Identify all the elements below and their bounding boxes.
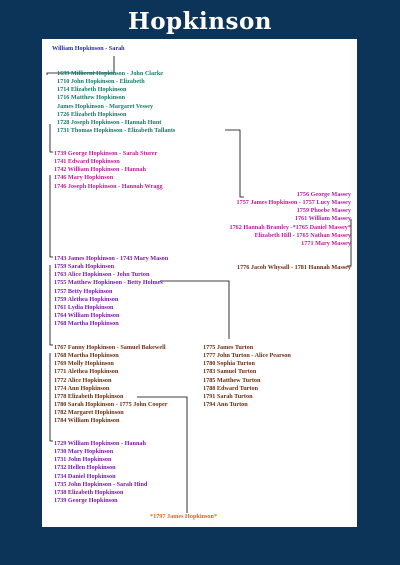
- list-item: 1728 Joseph Hopkinson - Hannah Hunt: [57, 118, 162, 126]
- list-item: 1775 James Turton: [203, 344, 254, 351]
- list-item: 1730 Mary Hopkinson: [54, 448, 114, 456]
- list-item: 1759 Phoebe Massey: [296, 207, 351, 215]
- list-item: 1729 William Hopkinson - Hannah: [54, 440, 146, 447]
- connector-william-gen3: [50, 175, 53, 257]
- list-item: 1726 Elizabeth Hopkinson: [57, 110, 127, 118]
- list-item: 1791 Sarah Turton: [203, 392, 253, 400]
- list-item: 1746 Mary Hopkinson: [54, 174, 114, 182]
- generation-4-list: [54, 344, 167, 425]
- list-item: 1762 Hannah Bramley -*1765 Daniel Massey*: [229, 223, 351, 231]
- list-item: 1734 Daniel Hopkinson: [54, 472, 116, 480]
- connector-joseph-gen2: [50, 124, 53, 152]
- list-item: 1714 Elizabeth Hopkinson: [57, 86, 127, 94]
- connector-tallants-children: [225, 130, 244, 197]
- list-item: 1756 George Massey: [296, 191, 351, 198]
- massey-children-list: [229, 191, 351, 248]
- generation-1-list: [57, 70, 175, 135]
- list-item: 1742 William Hopkinson - Hannah: [54, 166, 146, 174]
- generation-2-list: [54, 150, 163, 191]
- list-item: 1761 William Massey: [294, 215, 351, 223]
- list-item: 1764 William Hopkinson: [54, 311, 120, 319]
- list-item: 1774 Ann Hopkinson: [54, 384, 110, 392]
- list-item: 1757 James Hopkinson - 1757 Lucy Massey: [236, 199, 351, 207]
- family-tree-sheet: [42, 39, 357, 527]
- list-item: Elizabeth Hill - 1765 Nathan Massey: [254, 231, 351, 239]
- list-item: 1769 Molly Hopkinson: [54, 360, 114, 368]
- list-item: 1768 Martha Hopkinson: [54, 352, 119, 360]
- whysall-couple: 1776 Jacob Whysall - 1781 Hannah Massey: [236, 264, 351, 271]
- list-item: 1771 Mary Massey: [301, 239, 351, 247]
- list-item: 1794 Ann Turton: [203, 400, 248, 408]
- list-item: 1763 Alice Hopkinson - John Turton: [54, 271, 150, 279]
- list-item: 1788 Edward Turton: [203, 384, 259, 392]
- list-item: 1738 Elizabeth Hopkinson: [54, 488, 124, 496]
- list-item: 1746 Joseph Hopkinson - Hannah Wragg: [54, 182, 163, 190]
- list-item: 1739 George Hopkinson: [54, 496, 118, 504]
- list-item: 1732 Hellen Hopkinson: [54, 464, 116, 472]
- turton-children-list: [203, 344, 291, 409]
- list-item: 1777 John Turton - Alice Pearson: [203, 352, 291, 360]
- list-item: 1731 Thomas Hopkinson - Elizabeth Tallants: [57, 126, 176, 134]
- list-item: 1783 Samuel Turton: [203, 368, 257, 376]
- list-item: 1755 Matthew Hopkinson - Betty Holmes: [54, 279, 163, 287]
- list-item: 1778 Elizabeth Hopkinson: [54, 392, 124, 400]
- list-item: 1735 John Hopkinson - Sarah Hind: [54, 480, 148, 488]
- list-item: 1710 John Hopkinson - Elizabeth: [57, 78, 145, 86]
- list-item: 1759 Alethea Hopkinson: [54, 295, 119, 303]
- list-item: 1699 Millicent Hopkinson - John Clarke: [57, 70, 164, 77]
- list-item: 1767 Fanny Hopkinson - Samuel Bakewell: [54, 344, 166, 351]
- list-item: James Hopkinson - Margaret Vessey: [57, 102, 154, 110]
- list-item: 1772 Alice Hopkinson: [54, 376, 112, 384]
- list-item: 1768 Martha Hopkinson: [54, 320, 119, 328]
- connector-gen4-gen5: [50, 353, 53, 441]
- list-item: 1780 Sarah Hopkinson - 1775 John Cooper: [54, 400, 168, 408]
- root-couple: William Hopkinson - Sarah: [52, 45, 125, 52]
- page-title: Hopkinson: [127, 8, 273, 35]
- list-item: 1757 Betty Hopkinson: [54, 287, 113, 295]
- connector-gen3-gen4: [50, 265, 53, 345]
- generation-5-list: [54, 440, 147, 505]
- list-item: 1743 James Hopkinson - 1743 Mary Mason: [54, 255, 169, 262]
- list-item: 1784 William Hopkinson: [54, 417, 120, 425]
- list-item: 1716 Matthew Hopkinson: [57, 94, 126, 102]
- list-item: 1759 Sarah Hopkinson: [54, 263, 115, 271]
- generation-3-list: [54, 255, 168, 328]
- list-item: 1761 Lydia Hopkinson: [54, 303, 114, 311]
- list-item: 1771 Alethea Hopkinson: [54, 368, 119, 376]
- list-item: 1739 George Hopkinson - Sarah Sturer: [54, 150, 158, 157]
- list-item: 1741 Edward Hopkinson: [54, 158, 120, 166]
- list-item: 1780 Sophia Turton: [203, 360, 255, 368]
- connector-alice-turton: [160, 281, 229, 339]
- list-item: 1785 Matthew Turton: [203, 376, 261, 384]
- bottom-person: *1797 James Hopkinson*: [150, 513, 218, 520]
- list-item: 1782 Margaret Hopkinson: [54, 409, 124, 417]
- list-item: 1731 John Hopkinson: [54, 456, 112, 464]
